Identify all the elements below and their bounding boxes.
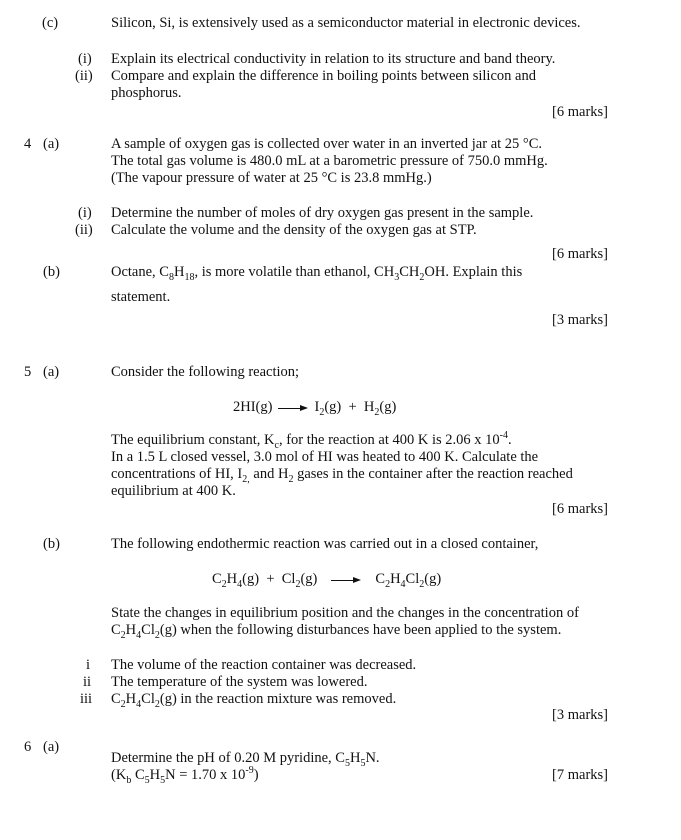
q5b-i-number: i xyxy=(86,657,91,673)
q5b-ii-number: ii xyxy=(83,674,92,690)
q5a-line4: equilibrium at 400 K. xyxy=(111,483,236,499)
q4a-i-text: Determine the number of moles of dry oxygen gas present in the sample. xyxy=(111,205,534,221)
q4a-i-number: (i) xyxy=(78,205,92,221)
q3c-ii-line1: Compare and explain the difference in boiling points between silicon and xyxy=(111,68,536,84)
q5-number: 5 xyxy=(24,364,32,380)
q5b-iii-text: $C_2H_4Cl_2(g)$ in the reaction mixture was removed. xyxy=(111,691,397,710)
q4a-line2: The total gas volume is 480.0 mL at a barometric pressure of 750.0 mmHg. xyxy=(111,153,548,169)
q5a-intro: Consider the following reaction; xyxy=(111,364,300,380)
q4a-label: (a) xyxy=(43,136,60,152)
q3c-ii-number: (ii) xyxy=(75,68,93,84)
q5b-state-line1: State the changes in equilibrium position and the changes in the concentration of xyxy=(111,605,579,621)
q5a-marks: [6 marks] xyxy=(552,501,608,517)
q5b-equation: $C_2H_4(g) + Cl_2(g)$ $C_2H_4Cl_2(g)$ xyxy=(212,571,442,590)
q4a-ii-text: Calculate the volume and the density of the oxygen gas at STP. xyxy=(111,222,477,238)
q5b-label: (b) xyxy=(43,536,60,552)
q5a-kc-line: The equilibrium constant, $K_c$, for the reaction at 400 K is 2.06 x $10^{-4}$. xyxy=(111,430,512,451)
q5a-line3: concentrations of HI, $I_{2,}$ and $H_2$ gases in the container after the reaction reached xyxy=(111,466,573,485)
q4b-line1: Octane, $C_8H_{18}$, is more volatile than ethanol, $CH_3CH_2OH$. Explain this xyxy=(111,264,523,283)
q5b-ii-text: The temperature of the system was lowered. xyxy=(111,674,368,690)
q3c-i-text: Explain its electrical conductivity in relation to its structure and band theory. xyxy=(111,51,556,67)
q6a-marks: [7 marks] xyxy=(552,767,608,783)
q3c-stem: Silicon, Si, is extensively used as a semiconductor material in electronic devices. xyxy=(111,15,581,31)
q5b-intro: The following endothermic reaction was carried out in a closed container, xyxy=(111,536,539,552)
q5b-marks: [3 marks] xyxy=(552,707,608,723)
q5b-state-line2: $C_2H_4Cl_2(g)$ when the following disturbances have been applied to the system. xyxy=(111,622,562,641)
q4a-marks: [6 marks] xyxy=(552,246,608,262)
q3c-marks: [6 marks] xyxy=(552,104,608,120)
q6a-label: (a) xyxy=(43,739,60,755)
q5a-line2: In a 1.5 L closed vessel, 3.0 mol of HI was heated to 400 K. Calculate the xyxy=(111,449,539,465)
q5b-iii-number: iii xyxy=(80,691,93,707)
q4-number: 4 xyxy=(24,136,32,152)
q5a-equation: 2HI(g) $I_2(g) + H_2(g)$ xyxy=(233,399,397,418)
q6-number: 6 xyxy=(24,739,32,755)
q6a-line2: ($K_b$ $C_5H_5N = 1.70$ x $10^{-9}$) xyxy=(111,765,259,786)
q3c-i-number: (i) xyxy=(78,51,92,67)
q4a-line1: A sample of oxygen gas is collected over water in an inverted jar at 25 °C. xyxy=(111,136,542,152)
equilibrium-arrow-icon xyxy=(278,405,308,411)
q3c-ii-line2: phosphorus. xyxy=(111,85,182,101)
q6a-line1: Determine the pH of 0.20 M pyridine, $C_5H_5N$. xyxy=(111,750,380,769)
q3c-label: (c) xyxy=(42,15,59,31)
q4b-line2: statement. xyxy=(111,289,171,305)
q4a-ii-number: (ii) xyxy=(75,222,93,238)
q5b-i-text: The volume of the reaction container was decreased. xyxy=(111,657,417,673)
q4b-marks: [3 marks] xyxy=(552,312,608,328)
equilibrium-arrow-icon xyxy=(331,577,361,583)
q4b-label: (b) xyxy=(43,264,60,280)
q4a-line3: (The vapour pressure of water at 25 °C is 23.8 mmHg.) xyxy=(111,170,432,186)
q5a-label: (a) xyxy=(43,364,60,380)
